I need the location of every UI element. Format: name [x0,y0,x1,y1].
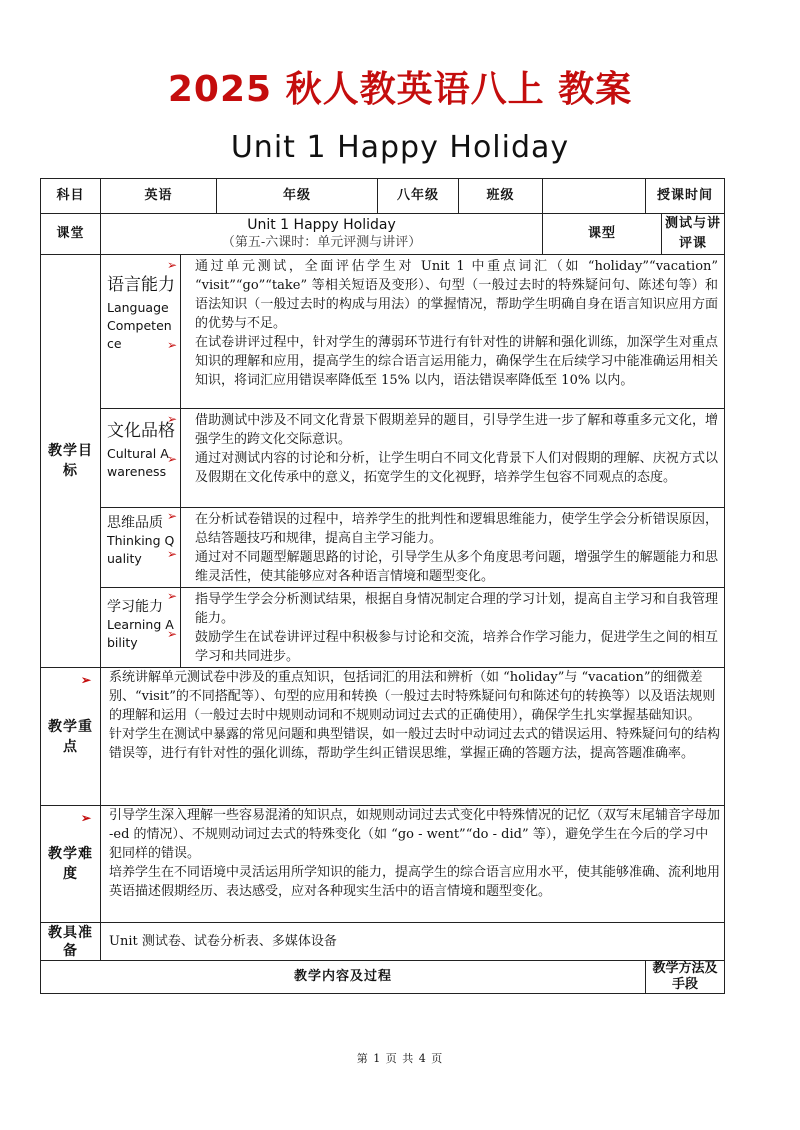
difficulties-label: 教学难度 [48,846,93,882]
objective-learning-label [101,588,181,668]
bullet-arrow-icon: ➢ [167,338,178,352]
grade-label: 年级 [217,179,378,214]
lesson-row [41,214,725,255]
unit-title: Unit 1 Happy Holiday [230,130,570,165]
objective-zh: 思维品质 [107,515,163,531]
subject-label: 科目 [41,179,101,214]
difficulties-label-cell [41,806,101,923]
tools-row [41,923,725,961]
lesson-plan-table [40,178,725,994]
page-footer: 第 1 页 共 4 页 [356,1052,444,1065]
bullet-arrow-icon: ➢ [81,673,93,687]
bullet-arrow-icon: ➢ [167,509,178,523]
key-points-row [41,668,725,806]
bullet-arrow-icon: ➢ [167,258,178,272]
difficulty-item: 培养学生在不同语境中灵活运用所学知识的能力，提高学生的综合语言应用水平，使其能够准确、流利地用英语描述假期经历、表达感受，应对各种现实生活中的语言情境和题型变化。 [109,865,721,899]
objective-item: 在分析试卷错误的过程中，培养学生的批判性和逻辑思维能力，使学生学会分析错误原因，总结答题技巧和规律，提高自主学习能力。 [195,512,719,546]
objective-thinking-content [181,508,725,588]
difficulties-row [41,806,725,923]
bullet-arrow-icon: ➢ [167,589,178,603]
objective-item: 借助测试中涉及不同文化背景下假期差异的题目，引导学生进一步了解和尊重多元文化，增强学生的跨文化交际意识。 [195,413,719,447]
info-row [41,179,725,214]
class-value[interactable] [543,179,646,214]
objective-item: 鼓励学生在试卷讲评过程中积极参与讨论和交流，培养合作学习能力，促进学生之间的相互学习和共同进步。 [195,630,719,664]
document-title: 2025 秋人教英语八上 教案 [167,69,633,110]
objective-en: Cultural Awareness [107,446,169,479]
bullet-arrow-icon: ➢ [167,412,178,426]
process-row [41,961,725,994]
bullet-arrow-icon: ➢ [81,811,93,825]
process-label: 教学内容及过程 [41,961,646,994]
bullet-arrow-icon: ➢ [167,627,178,641]
key-points-label: 教学重点 [48,718,93,755]
subject-value: 英语 [101,179,217,214]
objective-thinking-row [41,508,725,588]
time-label: 授课时间 [646,179,725,214]
objective-zh: 文化品格 [107,421,175,441]
objective-language-row [41,255,725,409]
objective-thinking-label [101,508,181,588]
difficulty-item: 引导学生深入理解一些容易混淆的知识点，如规则动词过去式变化中特殊情况的记忆（双写末尾辅音字母加 -ed 的情况）、不规则动词过去式的特殊变化（如 “go - went”“do - did” 等），避免学生在今后的学习中犯同样的错误。 [109,808,721,861]
objective-learning-row [41,588,725,668]
objective-culture-content [181,409,725,508]
grade-value: 八年级 [378,179,459,214]
objective-en: Learning Ability [107,617,174,650]
lesson-label: 课堂 [41,214,101,255]
key-point-item: 针对学生在测试中暴露的常见问题和典型错误，如一般过去时中动词过去式的错误运用、特殊疑问句的结构错误等，进行有针对性的强化训练，帮助学生纠正错误思维，掌握正确的答题方法，提高答题准确率。 [109,727,721,761]
objective-culture-label [101,409,181,508]
tools-label: 教具准备 [41,923,101,961]
tools-value: Unit 测试卷、试卷分析表、多媒体设备 [101,923,725,961]
lesson-title-cell [101,214,543,255]
objective-item: 通过单元测试，全面评估学生对 Unit 1 中重点词汇（如 “holiday”“vacation” “visit”“go”“take” 等相关短语及变形）、句型（一般过去时的特殊疑问句、陈述句等）和语法知识（一般过去时的构成与用法）的掌握情况，帮助学生明确自身在语言知识应用方面的优势与不足。 [195,259,719,331]
bullet-arrow-icon: ➢ [167,547,178,561]
bullet-arrow-icon: ➢ [167,452,178,466]
objective-item: 指导学生学会分析测试结果，根据自身情况制定合理的学习计划，提高自主学习和自我管理能力。 [195,592,719,626]
key-points-label-cell [41,668,101,806]
objective-item: 通过对不同题型解题思路的讨论，引导学生从多个角度思考问题，增强学生的解题能力和思维灵活性，使其能够应对各种语言情境和题型变化。 [195,550,719,584]
key-points-content [101,668,725,806]
objective-en: Language Competence [107,300,172,351]
difficulties-content [101,806,725,923]
objective-culture-row [41,409,725,508]
objective-zh: 语言能力 [107,275,175,295]
objective-language-label [101,255,181,409]
objective-item: 在试卷讲评过程中，针对学生的薄弱环节进行有针对性的讲解和强化训练，加深学生对重点知识的理解和应用，提高学生的综合语言运用能力，确保学生在后续学习中能准确运用相关知识，将词汇应用错误率降低至 15% 以内，语法错误率降低至 10% 以内。 [195,335,719,388]
objective-item: 通过对测试内容的讨论和分析，让学生明白不同文化背景下人们对假期的理解、庆祝方式以及假期在文化传承中的意义，拓宽学生的文化视野，培养学生包容不同观点的态度。 [195,451,719,485]
type-value: 测试与讲评课 [662,214,725,255]
objective-zh: 学习能力 [107,599,163,615]
objective-learning-content [181,588,725,668]
objective-language-content [181,255,725,409]
key-point-item: 系统讲解单元测试卷中涉及的重点知识，包括词汇的用法和辨析（如 “holiday”与 “vacation”的细微差别、“visit”的不同搭配等）、句型的应用和转换（一般过去时特殊疑问句和陈述句的转换等）以及语法规则的理解和运用（一般过去时中规则动词和不规则动词过去式的正确使用），确保学生扎实掌握基础知识。 [109,670,716,723]
objectives-label: 教学目标 [41,255,101,668]
type-label: 课型 [543,214,662,255]
lesson-subtitle: （第五-六课时：单元评测与讲评） [221,235,422,250]
objective-en: Thinking Quality [107,533,175,566]
method-label: 教学方法及手段 [646,961,725,994]
lesson-title: Unit 1 Happy Holiday [247,217,396,233]
class-label: 班级 [459,179,543,214]
